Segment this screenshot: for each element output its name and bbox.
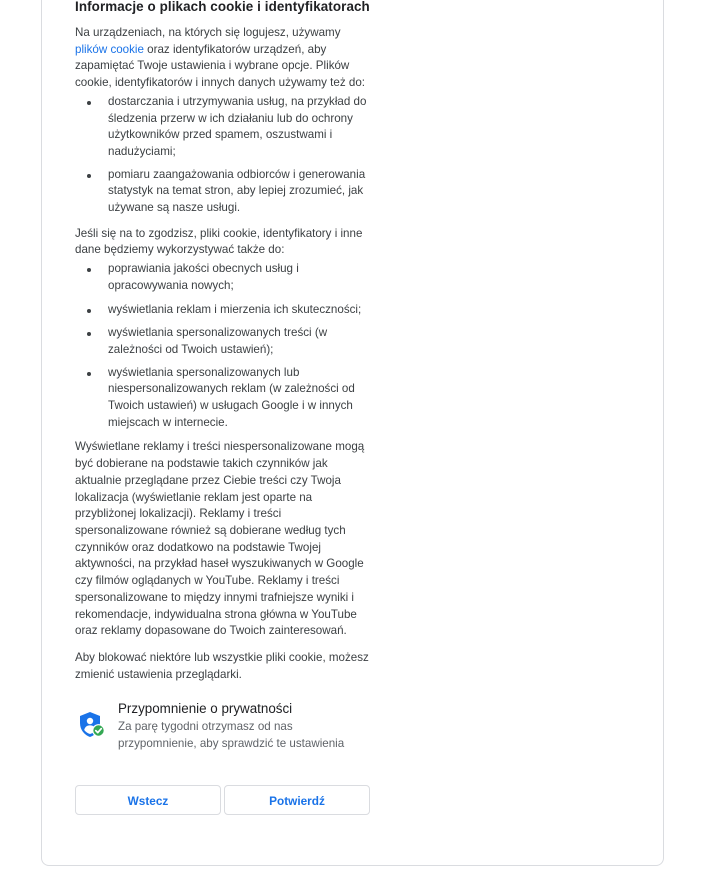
section-heading: Informacje o plikach cookie i identyfikatorach: [75, 0, 370, 14]
consent-purposes-list: [75, 261, 371, 431]
intro-text-before-link: Na urządzeniach, na których się logujesz, używamy: [75, 26, 341, 39]
list-item: wyświetlania reklam i mierzenia ich skuteczności;: [75, 302, 371, 319]
intro-paragraph: [75, 25, 371, 92]
privacy-reminder: [75, 700, 375, 756]
list-item: pomiaru zaangażowania odbiorców i generowania statystyk na temat stron, aby lepiej zrozumieć, jak używane są nasze usługi.: [75, 167, 371, 217]
browser-settings-paragraph: Aby blokować niektóre lub wszystkie pliki cookie, możesz zmienić ustawienia przeglądarki.: [75, 650, 369, 681]
list-item: wyświetlania spersonalizowanych lub niespersonalizowanych reklam (w zależności od Twoich ustawień) w usługach Google i w innych miejscach w internecie.: [75, 365, 371, 432]
ads-paragraph: Wyświetlane reklamy i treści niespersonalizowane mogą być dobierane na podstawie takich czynników jak aktualnie przeglądane przez Ciebie treści czy Twoja lokalizacja (wyświetlanie reklam jest oparte na przybliżonej lokalizacji). Reklamy i treści spersonalizowane również są dobierane według tych czynników oraz dodatkowo na podstawie Twojej aktywności, na przykład haseł wyszukiwanych w Google czy filmów oglądanych w YouTube. Reklamy i treści spersonalizowane to między innymi trafniejsze wyniki i rekomendacje, indywidualna strona główna w YouTube oraz reklamy dopasowane do Twoich zainteresowań.: [75, 440, 365, 638]
list-item: wyświetlania spersonalizowanych treści (w zależności od Twoich ustawień);: [75, 325, 371, 358]
cookie-info-content: [75, 0, 371, 683]
confirm-button[interactable]: Potwierdź: [224, 785, 370, 815]
reminder-description: Za parę tygodni otrzymasz od nas przypomnienie, aby sprawdzić te ustawienia: [118, 720, 345, 750]
back-button[interactable]: Wstecz: [75, 785, 221, 815]
purposes-list: [75, 94, 371, 217]
list-item: dostarczania i utrzymywania usług, na przykład do śledzenia przerw w ich działaniu lub do ochrony użytkowników przed spamem, oszustwami i nadużyciami;: [75, 94, 371, 161]
consent-intro-paragraph: Jeśli się na to zgodzisz, pliki cookie, identyfikatory i inne dane będziemy wykorzystywać także do:: [75, 226, 363, 257]
intro-text-after-link: oraz identyfikatorów urządzeń, aby zapamiętać Twoje ustawienia i wybrane opcje. Plików cookie, identyfikatorów i innych danych używamy też do:: [75, 42, 365, 90]
cookies-link[interactable]: plików cookie: [75, 42, 144, 56]
privacy-shield-check-icon: [79, 711, 105, 739]
list-item: poprawiania jakości obecnych usług i opracowywania nowych;: [75, 261, 371, 294]
reminder-title: Przypomnienie o prywatności: [118, 701, 293, 716]
